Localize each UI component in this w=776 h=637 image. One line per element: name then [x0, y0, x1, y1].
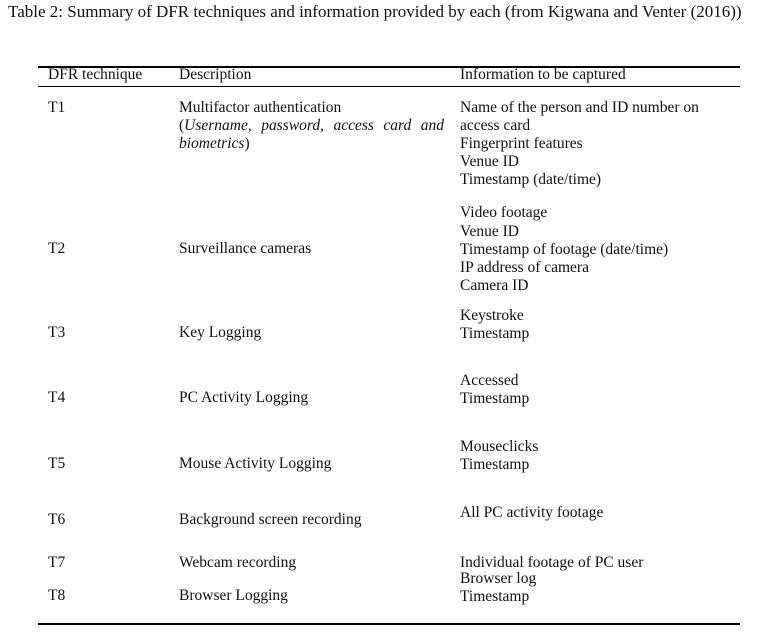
row-t5-info: Timestamp	[460, 456, 530, 473]
row-t1-description: Multifactor authentication (Username, password, access card and biometrics)	[179, 99, 444, 152]
row-t8-id: T8	[48, 587, 66, 604]
row-t8-description: Browser Logging	[179, 587, 288, 604]
row-t7-id: T7	[48, 554, 66, 571]
row-t8-info: Browser log	[460, 570, 537, 587]
row-t6-description: Background screen recording	[179, 511, 362, 528]
row-t4-id: T4	[48, 389, 66, 406]
row-t6-info: All PC activity footage	[460, 504, 604, 521]
row-t3-description: Key Logging	[179, 324, 262, 341]
row-t7-info: Individual footage of PC user	[460, 554, 644, 571]
bottom-rule	[38, 623, 740, 625]
row-t3-info: Keystroke	[460, 307, 524, 324]
row-t1-info: Venue ID	[460, 153, 519, 170]
top-rule	[38, 66, 740, 68]
header-information: Information to be captured	[460, 66, 626, 83]
row-t1-id: T1	[48, 99, 66, 116]
row-t3-info: Timestamp	[460, 325, 530, 342]
row-t1-desc-italic: Username, password, access card and biometrics	[179, 117, 444, 152]
header-description: Description	[179, 66, 252, 83]
row-t7-description: Webcam recording	[179, 554, 297, 571]
row-t2-info: IP address of camera	[460, 259, 589, 276]
header-rule	[38, 86, 740, 87]
row-t4-info: Timestamp	[460, 390, 530, 407]
row-t2-info: Video footage	[460, 204, 548, 221]
row-t5-description: Mouse Activity Logging	[179, 455, 332, 472]
row-t5-info: Mouseclicks	[460, 438, 539, 455]
row-t2-description: Surveillance cameras	[179, 240, 312, 257]
row-t1-info: access card	[460, 117, 531, 134]
row-t6-id: T6	[48, 511, 66, 528]
table-caption: Table 2: Summary of DFR techniques and information provided by each (from Kigwana and Venter (2016))	[8, 2, 742, 21]
row-t4-info: Accessed	[460, 372, 519, 389]
row-t2-info: Timestamp of footage (date/time)	[460, 241, 669, 258]
row-t5-id: T5	[48, 455, 66, 472]
row-t4-description: PC Activity Logging	[179, 389, 309, 406]
row-t1-info: Name of the person and ID number on	[460, 99, 699, 116]
row-t2-info: Venue ID	[460, 223, 519, 240]
row-t1-info: Fingerprint features	[460, 135, 583, 152]
row-t8-info: Timestamp	[460, 588, 530, 605]
row-t3-id: T3	[48, 324, 66, 341]
row-t1-info: Timestamp (date/time)	[460, 171, 602, 188]
row-t2-id: T2	[48, 240, 66, 257]
row-t2-info: Camera ID	[460, 277, 529, 294]
header-technique: DFR technique	[48, 66, 143, 83]
row-t1-desc-main: Multifactor authentication	[179, 99, 342, 116]
